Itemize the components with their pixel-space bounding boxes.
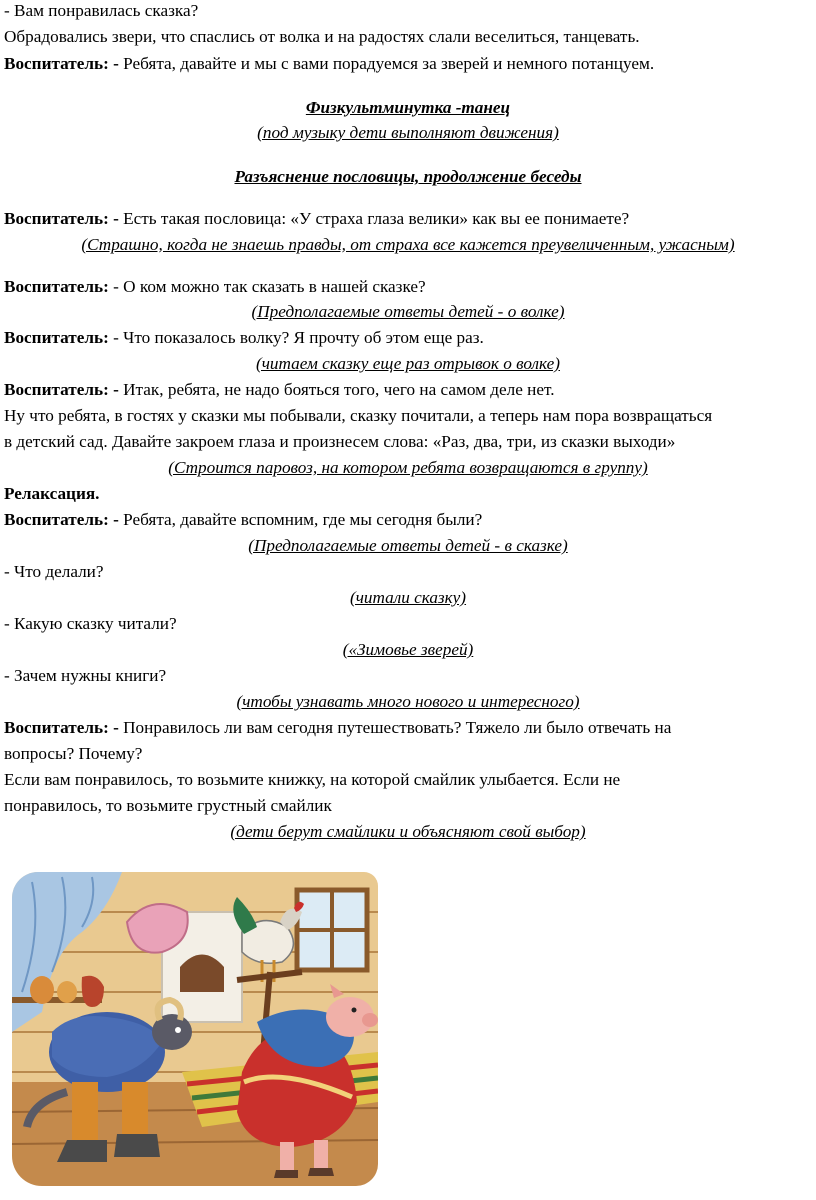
narration-line: Обрадовались звери, что спаслись от волка и на радостях слали веселиться, танцевать.: [4, 27, 640, 46]
speaker-label: Воспитатель: -: [4, 209, 119, 228]
narration-line: Если вам понравилось, то возьмите книжку, на которой смайлик улыбается. Если не: [4, 770, 621, 789]
narration-line: Ну что ребята, в гостях у сказки мы побывали, сказку почитали, а теперь нам пора возвращаться: [4, 406, 713, 425]
expected-answer: (чтобы узнавать много нового и интересного): [236, 692, 580, 711]
section-heading-proverb: Разъяснение пословицы, продолжение беседы: [234, 167, 582, 186]
speaker-label: Воспитатель: -: [4, 510, 119, 529]
section-heading-relaxation: Релаксация.: [4, 484, 100, 503]
teacher-line: Воспитатель: - Итак, ребята, не надо бояться того, чего на самом деле нет.: [4, 380, 555, 399]
stage-direction: (под музыку дети выполняют движения): [257, 123, 559, 142]
stage-direction: (Строится паровоз, на котором ребята возвращаются в группу): [168, 458, 648, 477]
question-line: - Какую сказку читали?: [4, 614, 177, 633]
fairy-tale-illustration: [12, 872, 378, 1186]
question-line: - Что делали?: [4, 562, 104, 581]
narration-line: понравилось, то возьмите грустный смайлик: [4, 796, 332, 815]
teacher-line: Воспитатель: - Есть такая пословица: «У страха глаза велики» как вы ее понимаете?: [4, 209, 630, 228]
speaker-label: Воспитатель: -: [4, 718, 119, 737]
expected-answer: (Страшно, когда не знаешь правды, от страха все кажется преувеличенным, ужасным): [81, 235, 735, 254]
dialog-line: - Вам понравилась сказка?: [4, 1, 199, 20]
speaker-label: Воспитатель: -: [4, 380, 119, 399]
teacher-line: Воспитатель: - Понравилось ли вам сегодня путешествовать? Тяжело ли было отвечать на: [4, 718, 672, 737]
section-heading-dance: Физкультминутка -танец: [305, 98, 511, 117]
stage-direction: (дети берут смайлики и объясняют свой выбор): [230, 822, 586, 841]
teacher-line: Воспитатель: - Ребята, давайте вспомним, где мы сегодня были?: [4, 510, 483, 529]
teacher-line-continued: вопросы? Почему?: [4, 744, 143, 763]
stage-direction: (читаем сказку еще раз отрывок о волке): [255, 354, 560, 373]
expected-answer: (читали сказку): [349, 588, 467, 607]
speaker-label: Воспитатель:: [4, 328, 109, 347]
teacher-line: Воспитатель: - Что показалось волку? Я прочту об этом еще раз.: [4, 328, 484, 347]
expected-answer: (Предполагаемые ответы детей - в сказке): [248, 536, 568, 555]
teacher-line: Воспитатель: - Ребята, давайте и мы с вами порадуемся за зверей и немного потанцуем.: [4, 54, 655, 73]
fairy-tale-illustration-icon: [12, 872, 378, 1186]
teacher-line: Воспитатель: - О ком можно так сказать в нашей сказке?: [4, 277, 426, 296]
question-line: - Зачем нужны книги?: [4, 666, 167, 685]
narration-line: в детский сад. Давайте закроем глаза и произнесем слова: «Раз, два, три, из сказки выходи»: [4, 432, 676, 451]
speaker-label: Воспитатель: -: [4, 54, 119, 73]
expected-answer: (Предполагаемые ответы детей - о волке): [251, 302, 565, 321]
expected-answer: («Зимовье зверей): [342, 640, 474, 659]
speaker-label: Воспитатель:: [4, 277, 109, 296]
